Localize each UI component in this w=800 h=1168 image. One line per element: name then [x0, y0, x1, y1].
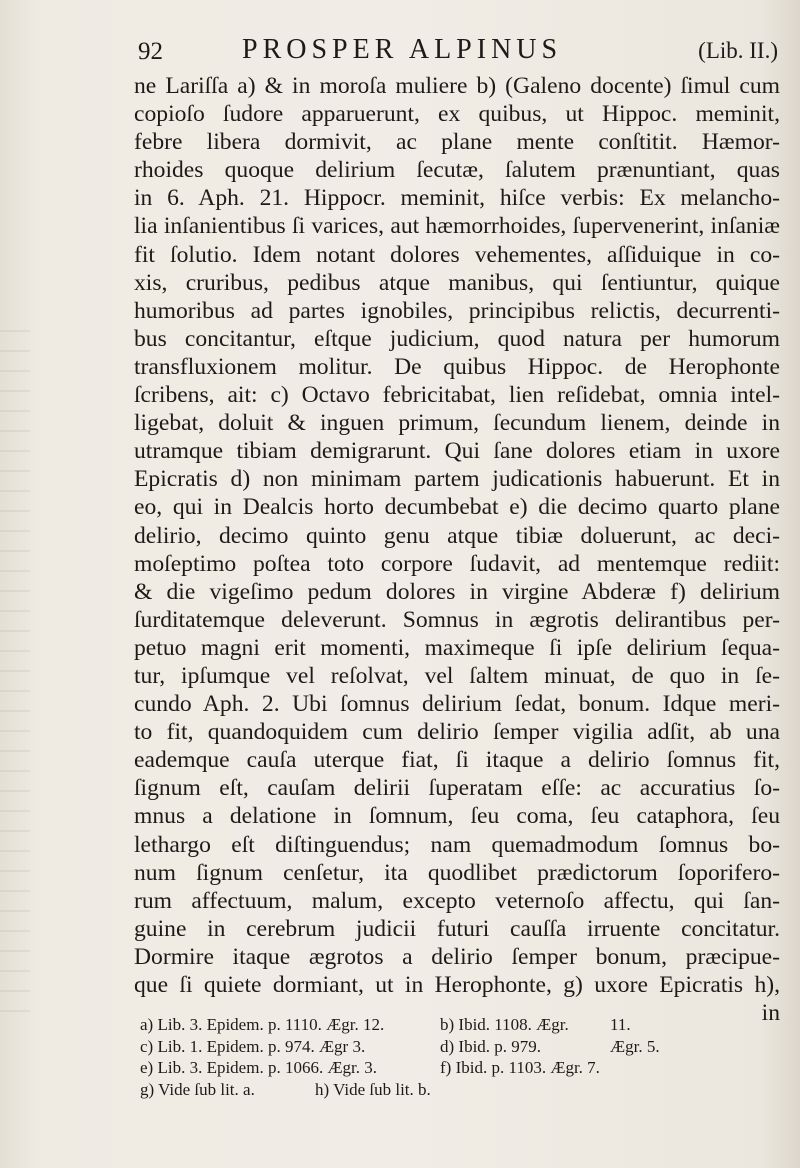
footnote-entry: c) Lib. 1. Epidem. p. 974. Ægr 3.	[140, 1036, 366, 1056]
text-line: febre libera dormivit, ac plane mente conſtitit. Hæmor-	[134, 129, 780, 156]
footnote-entry: a) Lib. 3. Epidem. p. 1110. Ægr. 12.	[140, 1015, 385, 1034]
footnote-entry: b) Ibid. 1108. Ægr.	[440, 1015, 569, 1034]
footnotes	[140, 1014, 760, 1100]
text-line: rum affectuum, malum, excepto veternoſo affectu, qui ſan-	[134, 887, 780, 914]
main-text	[134, 72, 780, 1027]
footnote-line	[140, 1079, 760, 1101]
text-line: que ſi quiete dormiant, ut in Herophonte, g) uxore Epicratis h),	[134, 972, 780, 998]
footnote-line	[140, 1014, 760, 1036]
text-line: Dormire itaque ægrotos a delirio ſemper bonum, præcipue-	[134, 943, 780, 970]
text-line: bus concitantur, eſtque judicium, quod natura per humorum	[134, 325, 780, 352]
text-line: cundo Aph. 2. Ubi ſomnus delirium ſedat, bonum. Idque meri-	[134, 691, 780, 718]
section-reference: (Lib. II.)	[698, 38, 778, 63]
text-line: ne Lariſſa a) & in moroſa muliere b) (Galeno docente) ſimul cum	[134, 73, 780, 99]
text-line: fit ſolutio. Idem notant dolores vehementes, aſſiduique in co-	[134, 241, 780, 268]
page-number: 92	[138, 38, 163, 65]
text-line: guine in cerebrum judicii futuri cauſſa irruente concitatur.	[134, 915, 780, 942]
text-line: lethargo eſt diſtinguendus; nam quemadmodum ſomnus bo-	[134, 831, 780, 858]
footnote-entry: h) Vide ſub lit. b.	[315, 1079, 431, 1099]
text-line: rhoides quoque delirium ſecutæ, ſalutem prænuntiant, quas	[134, 157, 780, 184]
text-line: utramque tibiam demigrarunt. Qui ſane dolores etiam in uxore	[134, 438, 780, 465]
footnote-entry: Ægr. 5.	[610, 1036, 660, 1056]
text-line: copioſo ſudore apparuerunt, ex quibus, ut Hippoc. meminit,	[134, 101, 780, 128]
running-title: PROSPER ALPINUS	[242, 34, 563, 65]
text-line: ligebat, doluit & inguen primum, ſecundum lienem, deinde in	[134, 410, 780, 437]
page-header	[138, 30, 778, 70]
catchword: in	[761, 1000, 780, 1027]
text-line: mnus a delatione in ſomnum, ſeu coma, ſeu cataphora, ſeu	[134, 803, 780, 830]
text-line: tur, ipſumque vel reſolvat, vel ſaltem minuat, de quo in ſe-	[134, 662, 780, 689]
text-line: humoribus ad partes ignobiles, principibus relictis, decurrenti-	[134, 297, 780, 324]
text-line: moſeptimo poſtea toto corpore ſudavit, ad mentemque rediit:	[134, 550, 780, 577]
show-through-shadow	[0, 330, 30, 1030]
text-line: to fit, quandoquidem cum delirio ſemper vigilia adſit, ab una	[134, 719, 780, 746]
text-line: ſignum eſt, cauſam delirii ſuperatam eſſe: ac accuratius ſo-	[134, 775, 780, 802]
text-line: & die vigeſimo pedum dolores in virgine Abderæ f) delirium	[134, 578, 780, 605]
text-line: ſcribens, ait: c) Octavo febricitabat, lien reſidebat, omnia intel-	[134, 382, 780, 409]
footnote-entry: 11.	[610, 1015, 631, 1034]
text-line: Epicratis d) non minimam partem judicationis habuerunt. Et in	[134, 466, 780, 493]
text-line: num ſignum cenſetur, ita quodlibet prædictorum ſoporifero-	[134, 859, 780, 886]
footnote-entry: e) Lib. 3. Epidem. p. 1066. Ægr. 3.	[140, 1058, 378, 1077]
text-line: lia inſanientibus ſi varices, aut hæmorrhoides, ſupervenerint, inſaniæ	[134, 213, 780, 240]
text-line: eo, qui in Dealcis horto decumbebat e) die decimo quarto plane	[134, 494, 780, 521]
text-line: xis, cruribus, pedibus atque manibus, qui ſentiuntur, quique	[134, 269, 780, 296]
text-line: transfluxionem molitur. De quibus Hippoc. de Herophonte	[134, 353, 780, 380]
text-line: in 6. Aph. 21. Hippocr. meminit, hiſce verbis: Ex melancho-	[134, 185, 780, 212]
text-line: ſurditatemque deleverunt. Somnus in ægrotis delirantibus per-	[134, 606, 780, 633]
footnote-line	[140, 1036, 760, 1058]
footnote-entry: g) Vide ſub lit. a.	[140, 1079, 255, 1099]
footnote-entry: f) Ibid. p. 1103. Ægr. 7.	[440, 1058, 600, 1077]
footnote-line	[140, 1057, 760, 1079]
text-line: delirio, decimo quinto genu atque tibiæ doluerunt, ac deci-	[134, 522, 780, 549]
text-line: eademque cauſa uterque fiat, ſi itaque a delirio ſomnus fit,	[134, 747, 780, 774]
footnote-entry: d) Ibid. p. 979.	[440, 1036, 542, 1056]
text-line: petuo magni erit momenti, maximeque ſi ipſe delirium ſequa-	[134, 634, 780, 661]
